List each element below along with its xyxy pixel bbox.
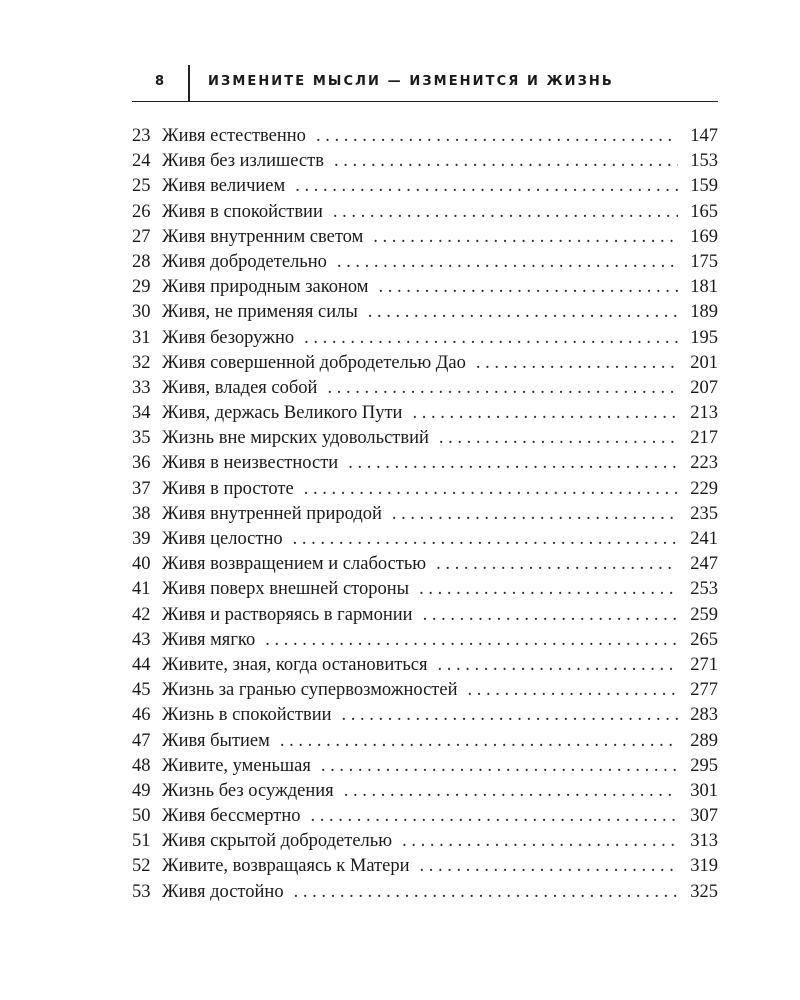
chapter-page-number: 313 <box>690 831 718 852</box>
chapter-title: Живя в спокойствии <box>162 201 323 222</box>
toc-entry <box>132 376 718 401</box>
dot-leader <box>316 124 678 149</box>
chapter-number: 44 <box>132 654 151 675</box>
chapter-number: 51 <box>132 831 151 852</box>
dot-leader <box>321 754 678 779</box>
dot-leader <box>327 376 678 401</box>
chapter-page-number: 223 <box>690 453 718 474</box>
chapter-number: 29 <box>132 277 151 298</box>
toc-entry <box>132 300 718 325</box>
chapter-page-number: 265 <box>690 629 718 650</box>
toc-entry <box>132 225 718 250</box>
chapter-number: 48 <box>132 755 151 776</box>
chapter-page-number: 325 <box>690 881 718 902</box>
chapter-title: Живя внутренним светом <box>162 226 364 247</box>
chapter-number: 31 <box>132 327 151 348</box>
dot-leader <box>419 577 678 602</box>
dot-leader <box>311 804 678 829</box>
chapter-number: 46 <box>132 705 151 726</box>
chapter-title: Живя без излишеств <box>162 151 324 172</box>
dot-leader <box>334 149 678 174</box>
chapter-title: Живите, зная, когда остановиться <box>162 654 428 675</box>
chapter-page-number: 175 <box>690 251 718 272</box>
chapter-number: 30 <box>132 302 151 323</box>
chapter-page-number: 201 <box>690 352 718 373</box>
dot-leader <box>333 200 678 225</box>
chapter-title: Живя совершенной добродетелью Дао <box>162 352 466 373</box>
chapter-title: Живя добродетельно <box>162 251 327 272</box>
dot-leader <box>402 829 678 854</box>
toc-entry <box>132 326 718 351</box>
dot-leader <box>342 703 679 728</box>
toc-entry <box>132 577 718 602</box>
toc-entry <box>132 603 718 628</box>
chapter-page-number: 207 <box>690 377 718 398</box>
chapter-page-number: 271 <box>690 654 718 675</box>
chapter-page-number: 165 <box>690 201 718 222</box>
chapter-number: 38 <box>132 503 151 524</box>
toc-entry <box>132 250 718 275</box>
dot-leader <box>344 779 678 804</box>
toc-entry <box>132 149 718 174</box>
chapter-page-number: 213 <box>690 403 718 424</box>
toc-entry <box>132 552 718 577</box>
dot-leader <box>294 880 678 905</box>
chapter-number: 52 <box>132 856 151 877</box>
chapter-number: 47 <box>132 730 151 751</box>
dot-leader <box>373 225 678 250</box>
chapter-page-number: 253 <box>690 579 718 600</box>
chapter-title: Живя достойно <box>162 881 284 902</box>
page-number: 8 <box>154 74 166 89</box>
chapter-title: Живя и растворяясь в гармонии <box>162 604 413 625</box>
chapter-title: Живя бессмертно <box>162 806 301 827</box>
chapter-page-number: 189 <box>690 302 718 323</box>
chapter-title: Живя возвращением и слабостью <box>162 554 427 575</box>
dot-leader <box>468 678 678 703</box>
running-title: ИЗМЕНИТЕ МЫСЛИ — ИЗМЕНИТСЯ И ЖИЗНЬ <box>208 74 614 89</box>
chapter-number: 41 <box>132 579 151 600</box>
chapter-title: Живя безоружно <box>162 327 295 348</box>
dot-leader <box>293 527 678 552</box>
dot-leader <box>439 426 678 451</box>
toc-entry <box>132 703 718 728</box>
chapter-title: Живя бытием <box>162 730 270 751</box>
chapter-number: 36 <box>132 453 151 474</box>
toc-entry <box>132 854 718 879</box>
chapter-page-number: 241 <box>690 529 718 549</box>
chapter-page-number: 295 <box>690 755 718 776</box>
toc-entry <box>132 678 718 703</box>
toc-entry <box>132 174 718 199</box>
dot-leader <box>304 326 678 351</box>
toc-entry <box>132 275 718 300</box>
dot-leader <box>423 603 678 628</box>
chapter-title: Живя скрытой добродетелью <box>162 831 393 852</box>
chapter-page-number: 289 <box>690 730 718 751</box>
toc-entry <box>132 451 718 476</box>
toc-entry <box>132 779 718 804</box>
chapter-number: 42 <box>132 604 151 625</box>
dot-leader <box>304 477 678 502</box>
chapter-title: Живя, держась Великого Пути <box>162 403 403 424</box>
table-of-contents <box>132 124 718 905</box>
chapter-page-number: 277 <box>690 680 718 701</box>
chapter-page-number: 181 <box>690 277 718 298</box>
toc-entry <box>132 502 718 527</box>
chapter-page-number: 147 <box>690 126 718 146</box>
running-header <box>132 60 718 102</box>
chapter-number: 43 <box>132 629 151 650</box>
toc-entry <box>132 527 718 552</box>
dot-leader <box>379 275 678 300</box>
chapter-title: Живя мягко <box>162 629 256 650</box>
chapter-number: 33 <box>132 377 151 398</box>
toc-entry <box>132 628 718 653</box>
dot-leader <box>476 351 678 376</box>
toc-entry <box>132 653 718 678</box>
chapter-page-number: 153 <box>690 151 718 172</box>
chapter-page-number: 217 <box>690 428 718 449</box>
toc-entry <box>132 200 718 225</box>
toc-entry <box>132 754 718 779</box>
chapter-number: 40 <box>132 554 151 575</box>
toc-entry <box>132 477 718 502</box>
chapter-title: Жизнь без осуждения <box>162 780 334 801</box>
chapter-title: Живя величием <box>162 176 286 197</box>
chapter-title: Живя естественно <box>162 126 306 146</box>
chapter-number: 45 <box>132 680 151 701</box>
chapter-page-number: 301 <box>690 780 718 801</box>
chapter-page-number: 319 <box>690 856 718 877</box>
toc-entry <box>132 351 718 376</box>
chapter-number: 23 <box>132 126 151 146</box>
dot-leader <box>348 451 678 476</box>
dot-leader <box>280 729 678 754</box>
dot-leader <box>265 628 678 653</box>
chapter-number: 25 <box>132 176 151 197</box>
toc-entry <box>132 729 718 754</box>
chapter-page-number: 169 <box>690 226 718 247</box>
chapter-title: Жизнь в спокойствии <box>162 705 332 726</box>
chapter-page-number: 283 <box>690 705 718 726</box>
chapter-page-number: 195 <box>690 327 718 348</box>
chapter-number: 32 <box>132 352 151 373</box>
dot-leader <box>368 300 678 325</box>
chapter-title: Жизнь вне мирских удовольствий <box>162 428 429 449</box>
toc-entry <box>132 880 718 905</box>
chapter-title: Живя, не применяя силы <box>162 302 358 323</box>
chapter-number: 28 <box>132 251 151 272</box>
chapter-number: 39 <box>132 529 151 549</box>
chapter-page-number: 159 <box>690 176 718 197</box>
chapter-title: Живя в неизвестности <box>162 453 339 474</box>
chapter-number: 35 <box>132 428 151 449</box>
dot-leader <box>438 653 678 678</box>
toc-entry <box>132 124 718 149</box>
chapter-number: 50 <box>132 806 151 827</box>
chapter-number: 27 <box>132 226 151 247</box>
chapter-number: 34 <box>132 403 151 424</box>
chapter-page-number: 235 <box>690 503 718 524</box>
chapter-number: 53 <box>132 881 151 902</box>
chapter-title: Живите, уменьшая <box>162 755 311 776</box>
chapter-page-number: 247 <box>690 554 718 575</box>
toc-entry <box>132 426 718 451</box>
chapter-page-number: 259 <box>690 604 718 625</box>
chapter-title: Живя в простоте <box>162 478 294 499</box>
chapter-title: Живя целостно <box>162 529 283 549</box>
chapter-title: Живя внутренней природой <box>162 503 382 524</box>
dot-leader <box>420 854 678 879</box>
chapter-title: Живя поверх внешней стороны <box>162 579 410 600</box>
chapter-page-number: 229 <box>690 478 718 499</box>
toc-entry <box>132 804 718 829</box>
header-divider <box>188 65 190 101</box>
chapter-number: 24 <box>132 151 151 172</box>
chapter-number: 26 <box>132 201 151 222</box>
chapter-title: Живите, возвращаясь к Матери <box>162 856 410 877</box>
chapter-title: Живя природным законом <box>162 277 369 298</box>
toc-entry <box>132 401 718 426</box>
dot-leader <box>295 174 678 199</box>
chapter-title: Живя, владея собой <box>162 377 318 398</box>
chapter-title: Жизнь за гранью супервозможностей <box>162 680 458 701</box>
dot-leader <box>392 502 678 527</box>
chapter-page-number: 307 <box>690 806 718 827</box>
dot-leader <box>337 250 678 275</box>
dot-leader <box>412 401 678 426</box>
chapter-number: 49 <box>132 780 151 801</box>
toc-entry <box>132 829 718 854</box>
chapter-number: 37 <box>132 478 151 499</box>
dot-leader <box>436 552 678 577</box>
